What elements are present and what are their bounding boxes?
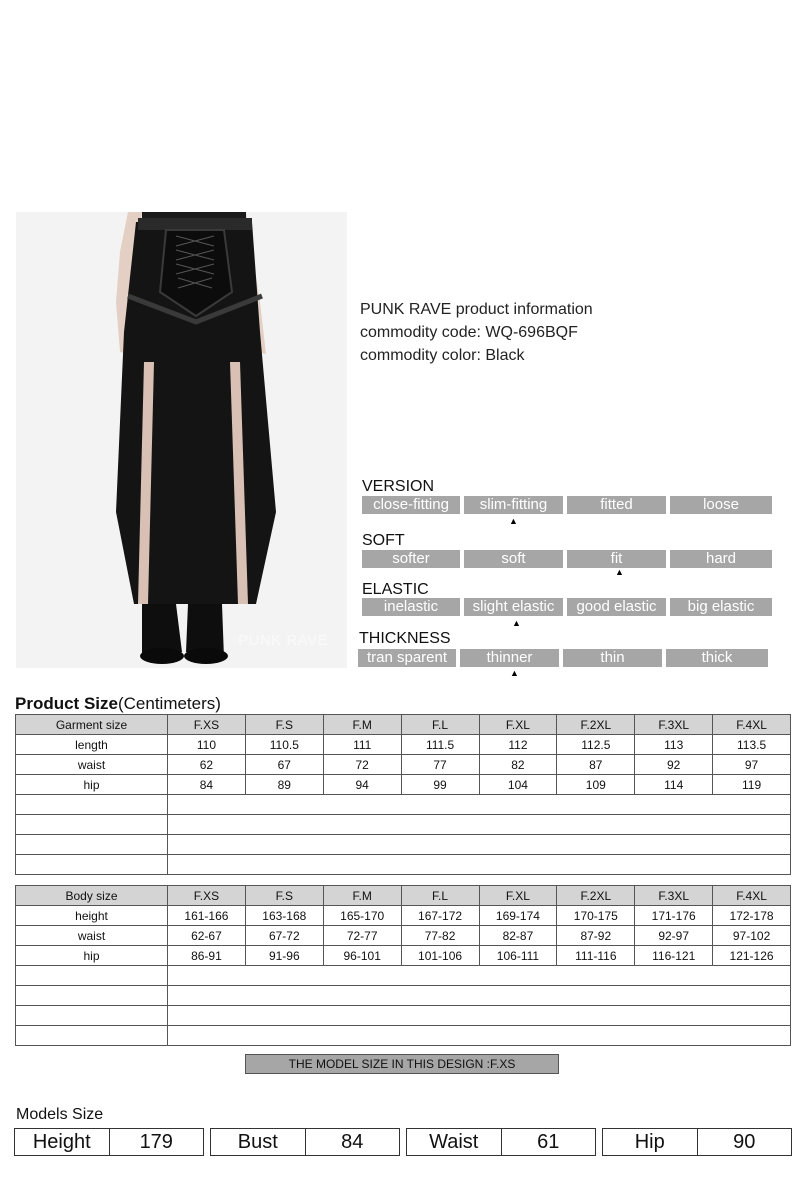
- commodity-code: [360, 321, 593, 344]
- empty-row: [16, 986, 791, 1006]
- commodity-color: [360, 344, 593, 367]
- table-cell: 116-121: [635, 946, 713, 966]
- table-cell: 111-116: [557, 946, 635, 966]
- soft-scale: [362, 550, 772, 568]
- table-header-row: [16, 886, 791, 906]
- table-cell: 97: [713, 755, 791, 775]
- table-cell: 163-168: [245, 906, 323, 926]
- table-cell: F.L: [401, 715, 479, 735]
- model-bust-value: 84: [305, 1129, 400, 1156]
- table-cell: 110: [168, 735, 246, 755]
- table-cell: height: [16, 906, 168, 926]
- table-cell: 170-175: [557, 906, 635, 926]
- table-cell: 114: [635, 775, 713, 795]
- empty-row: [16, 815, 791, 835]
- table-cell: 87-92: [557, 926, 635, 946]
- table-cell: 77-82: [401, 926, 479, 946]
- elastic-option: good elastic: [567, 598, 666, 616]
- model-hip-value: 90: [697, 1129, 792, 1156]
- version-title: VERSION: [362, 478, 435, 495]
- model-height-label: Height: [15, 1129, 110, 1156]
- product-info: [360, 298, 593, 367]
- table-cell: 171-176: [635, 906, 713, 926]
- table-cell: 106-111: [479, 946, 557, 966]
- table-row: [16, 926, 791, 946]
- thickness-title: THICKNESS: [359, 630, 451, 647]
- table-cell: 112.5: [557, 735, 635, 755]
- table-cell: 92-97: [635, 926, 713, 946]
- skirt-model-illustration: [16, 212, 347, 668]
- table-cell: 121-126: [713, 946, 791, 966]
- table-cell: 172-178: [713, 906, 791, 926]
- version-scale: [362, 496, 772, 514]
- table-cell: 110.5: [245, 735, 323, 755]
- color-label: commodity color:: [360, 347, 481, 364]
- elastic-option: slight elastic: [464, 598, 563, 616]
- table-cell: 91-96: [245, 946, 323, 966]
- table-cell: 87: [557, 755, 635, 775]
- table-row: [16, 775, 791, 795]
- table-cell: F.4XL: [713, 715, 791, 735]
- table-cell: F.4XL: [713, 886, 791, 906]
- elastic-title: ELASTIC: [362, 581, 429, 598]
- soft-title: SOFT: [362, 532, 405, 549]
- empty-row: [16, 835, 791, 855]
- model-waist-label: Waist: [407, 1129, 502, 1156]
- table-cell: 109: [557, 775, 635, 795]
- table-row: [16, 735, 791, 755]
- table-cell: 84: [168, 775, 246, 795]
- soft-option: fit: [567, 550, 666, 568]
- table-cell: 72-77: [323, 926, 401, 946]
- table-cell: 111.5: [401, 735, 479, 755]
- model-size-note: THE MODEL SIZE IN THIS DESIGN :F.XS: [245, 1054, 559, 1074]
- garment-size-table: [15, 714, 791, 875]
- table-cell: 167-172: [401, 906, 479, 926]
- table-cell: 77: [401, 755, 479, 775]
- body-size-table: [15, 885, 791, 1046]
- table-cell: F.M: [323, 886, 401, 906]
- table-cell: F.XL: [479, 715, 557, 735]
- thickness-scale: [358, 649, 768, 667]
- table-cell: F.2XL: [557, 886, 635, 906]
- code-label: commodity code:: [360, 324, 481, 341]
- empty-row: [16, 855, 791, 875]
- table-row: [16, 755, 791, 775]
- soft-option: hard: [670, 550, 772, 568]
- code-value: WQ-696BQF: [485, 324, 578, 341]
- table-cell: 67: [245, 755, 323, 775]
- table-cell: 62: [168, 755, 246, 775]
- table-cell: hip: [16, 775, 168, 795]
- version-option: fitted: [567, 496, 666, 514]
- empty-row: [16, 1006, 791, 1026]
- table-cell: F.S: [245, 715, 323, 735]
- models-size-table: [14, 1128, 792, 1156]
- table-cell: 101-106: [401, 946, 479, 966]
- soft-marker-icon: ▲: [615, 567, 624, 577]
- thickness-option: tran sparent: [358, 649, 456, 667]
- table-cell: 104: [479, 775, 557, 795]
- table-cell: 72: [323, 755, 401, 775]
- product-photo: [16, 212, 347, 668]
- table-cell: 161-166: [168, 906, 246, 926]
- version-option: slim-fitting: [464, 496, 563, 514]
- table-cell: F.XS: [168, 715, 246, 735]
- empty-row: [16, 1026, 791, 1046]
- thickness-option: thin: [563, 649, 662, 667]
- table-cell: Body size: [16, 886, 168, 906]
- product-size-title: [15, 694, 221, 714]
- version-option: loose: [670, 496, 772, 514]
- table-cell: 86-91: [168, 946, 246, 966]
- table-cell: Garment size: [16, 715, 168, 735]
- empty-row: [16, 795, 791, 815]
- model-waist-value: 61: [501, 1129, 596, 1156]
- table-cell: 99: [401, 775, 479, 795]
- product-size-unit: (Centimeters): [117, 694, 221, 713]
- table-cell: waist: [16, 755, 168, 775]
- table-cell: 89: [245, 775, 323, 795]
- info-heading: PUNK RAVE product information: [360, 301, 593, 318]
- empty-row: [16, 966, 791, 986]
- table-row: [15, 1129, 792, 1156]
- table-cell: 97-102: [713, 926, 791, 946]
- elastic-scale: [362, 598, 772, 616]
- table-header-row: [16, 715, 791, 735]
- table-cell: waist: [16, 926, 168, 946]
- elastic-option: inelastic: [362, 598, 460, 616]
- thickness-option: thick: [666, 649, 768, 667]
- table-cell: F.2XL: [557, 715, 635, 735]
- table-cell: 112: [479, 735, 557, 755]
- table-cell: F.M: [323, 715, 401, 735]
- thickness-marker-icon: ▲: [510, 668, 519, 678]
- product-size-heading: Product Size: [15, 694, 118, 713]
- table-cell: F.L: [401, 886, 479, 906]
- soft-option: softer: [362, 550, 460, 568]
- table-cell: 113.5: [713, 735, 791, 755]
- table-row: [16, 906, 791, 926]
- table-cell: 82-87: [479, 926, 557, 946]
- model-hip-label: Hip: [603, 1129, 698, 1156]
- color-value: Black: [485, 347, 525, 364]
- table-cell: F.XS: [168, 886, 246, 906]
- table-cell: 94: [323, 775, 401, 795]
- table-cell: length: [16, 735, 168, 755]
- thickness-option: thinner: [460, 649, 559, 667]
- table-cell: 165-170: [323, 906, 401, 926]
- table-cell: 96-101: [323, 946, 401, 966]
- table-cell: 92: [635, 755, 713, 775]
- model-height-value: 179: [109, 1129, 204, 1156]
- table-row: [16, 946, 791, 966]
- table-cell: 111: [323, 735, 401, 755]
- version-marker-icon: ▲: [509, 516, 518, 526]
- table-cell: 67-72: [245, 926, 323, 946]
- table-cell: 119: [713, 775, 791, 795]
- table-cell: F.3XL: [635, 886, 713, 906]
- table-cell: 62-67: [168, 926, 246, 946]
- table-cell: 113: [635, 735, 713, 755]
- version-option: close-fitting: [362, 496, 460, 514]
- table-cell: 169-174: [479, 906, 557, 926]
- table-cell: 82: [479, 755, 557, 775]
- watermark-text: PUNK RAVE: [238, 632, 329, 649]
- table-cell: hip: [16, 946, 168, 966]
- elastic-marker-icon: ▲: [512, 618, 521, 628]
- models-size-title: Models Size: [16, 1106, 104, 1123]
- model-bust-label: Bust: [211, 1129, 306, 1156]
- table-cell: F.3XL: [635, 715, 713, 735]
- elastic-option: big elastic: [670, 598, 772, 616]
- table-cell: F.XL: [479, 886, 557, 906]
- soft-option: soft: [464, 550, 563, 568]
- table-cell: F.S: [245, 886, 323, 906]
